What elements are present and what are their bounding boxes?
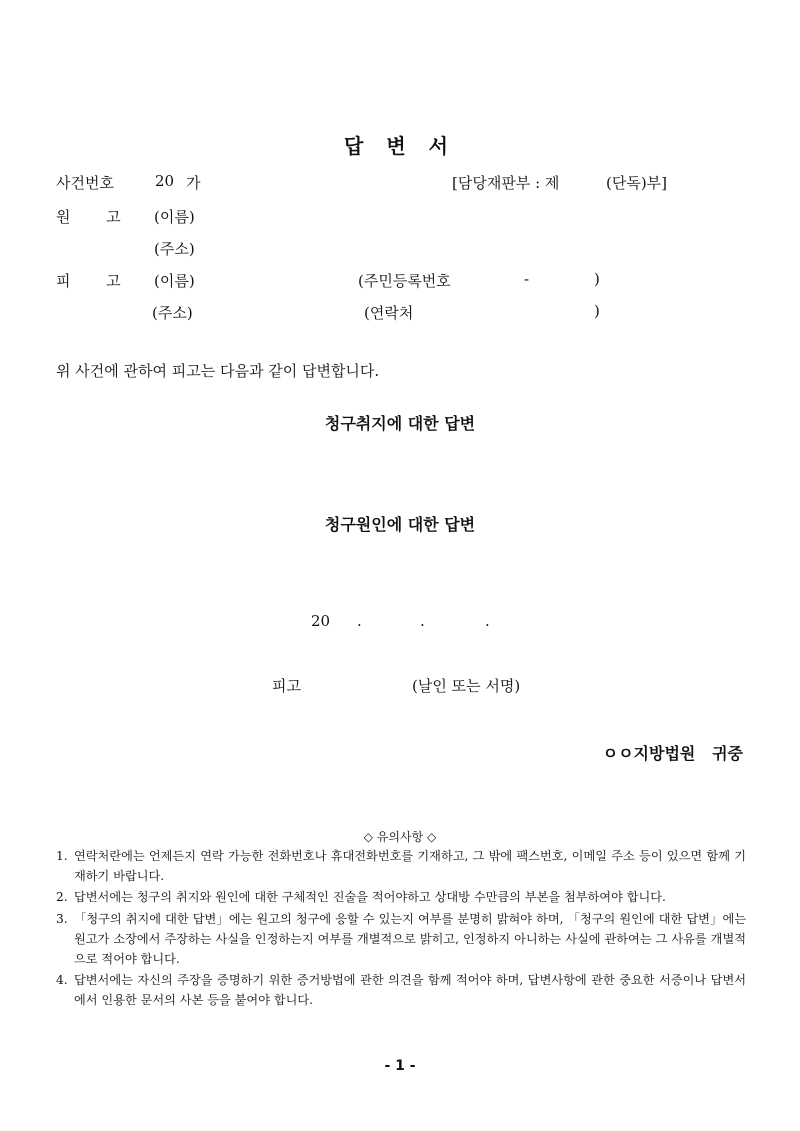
note-text: 답변서에는 청구의 취지와 원인에 대한 구체적인 진술을 적어야하고 상대방 수만큼의 부본을 첨부하여야 합니다.	[74, 890, 666, 905]
document-title: 답 변 서	[344, 134, 456, 158]
contact-label: (연락처	[364, 304, 414, 322]
note-item	[56, 847, 746, 886]
note-text: 답변서에는 자신의 주장을 증명하기 위한 증거방법에 관한 의견을 함께 적어야 하며, 답변사항에 관한 중요한 서증이나 답변서에서 인용한 문서의 사본 등을 붙여야 합니다.	[74, 973, 746, 1007]
date-dot-1: .	[357, 612, 362, 630]
note-item	[56, 971, 746, 1010]
resident-number-dash: -	[524, 270, 530, 288]
resident-number-label: (주민등록번호	[358, 272, 451, 290]
case-type: 가	[186, 174, 201, 192]
note-text: 「청구의 취지에 대한 답변」에는 원고의 청구에 응할 수 있는지 여부를 분명히 밝혀야 하며, 「청구의 원인에 대한 답변」에는 원고가 소장에서 주장하는 사실을 인정하는지 여부를 개별적으로 밝히고, 인정하지 아니하는 사실에 관하여는 그 사유를 개별적으로 적어야 합니다.	[74, 912, 746, 966]
notes-title: ◇ 유의사항 ◇	[363, 830, 437, 844]
section-claim-purpose: 청구취지에 대한 답변	[324, 414, 476, 433]
defendant-label: 피 고	[56, 272, 122, 290]
case-year: 20	[155, 172, 175, 190]
note-number: 1.	[56, 849, 68, 863]
plaintiff-label: 원 고	[56, 208, 122, 226]
plaintiff-name: (이름)	[154, 208, 195, 226]
signature-seal: (날인 또는 서명)	[412, 677, 521, 695]
division-suffix: (단독)부]	[606, 174, 668, 192]
note-item	[56, 910, 746, 969]
intro-sentence: 위 사건에 관하여 피고는 다음과 같이 답변합니다.	[56, 362, 380, 380]
defendant-name: (이름)	[154, 272, 195, 290]
note-number: 3.	[56, 912, 68, 927]
date-dot-2: .	[420, 612, 425, 630]
page-number: - 1 -	[384, 1058, 416, 1074]
case-number-label: 사건번호	[56, 174, 114, 192]
resident-number-close: )	[594, 270, 600, 288]
note-number: 2.	[56, 890, 68, 905]
defendant-address: (주소)	[152, 304, 193, 322]
notes-list	[56, 847, 746, 1011]
signature-label: 피고	[272, 677, 301, 695]
section-claim-cause: 청구원인에 대한 답변	[324, 515, 476, 534]
date-year: 20	[311, 612, 331, 630]
division-label: [담당재판부 : 제	[452, 174, 560, 192]
court-name: ㅇㅇ지방법원 귀중	[602, 744, 743, 763]
note-text: 연락처란에는 언제든지 연락 가능한 전화번호나 휴대전화번호를 기재하고, 그 밖에 팩스번호, 이메일 주소 등이 있으면 함께 기재하기 바랍니다.	[74, 849, 746, 883]
contact-close: )	[594, 302, 600, 320]
note-item	[56, 888, 746, 908]
date-dot-3: .	[485, 612, 490, 630]
note-number: 4.	[56, 973, 68, 988]
plaintiff-address: (주소)	[154, 240, 195, 258]
